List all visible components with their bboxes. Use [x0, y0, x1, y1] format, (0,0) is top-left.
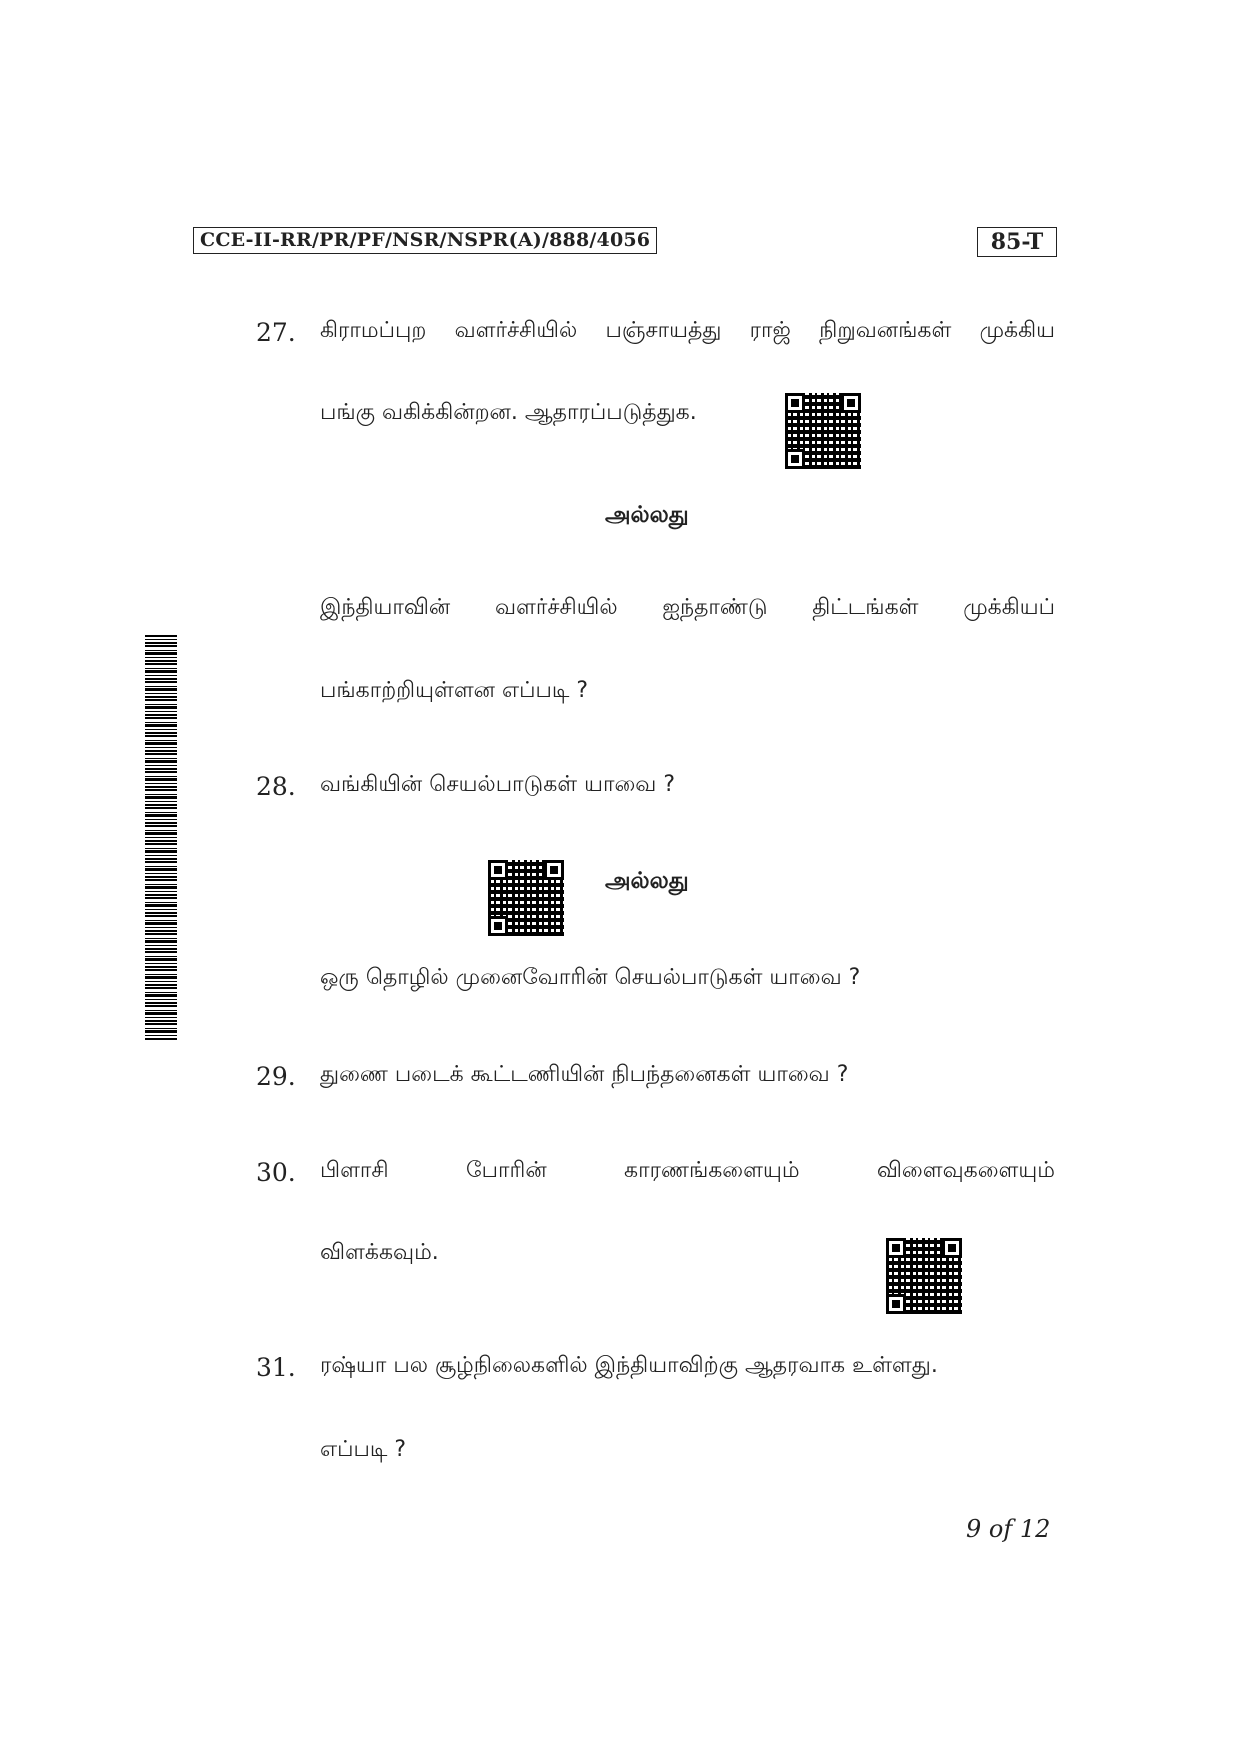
question-29-number: 29. — [256, 1062, 296, 1091]
question-30-number: 30. — [256, 1158, 296, 1187]
question-27-number: 27. — [256, 318, 296, 347]
qr-code-q27 — [785, 393, 861, 469]
word: வளர்ச்சியில் — [454, 318, 578, 343]
word: போரின் — [466, 1158, 547, 1183]
word: ராஜ் — [749, 318, 791, 343]
paper-code: 85-T — [977, 227, 1057, 257]
word: பிளாசி — [320, 1158, 389, 1183]
question-30-line2: விளக்கவும். — [320, 1240, 439, 1265]
word: முக்கியப் — [963, 595, 1055, 620]
word: நிறுவனங்கள் — [819, 318, 952, 343]
word: காரணங்களையும் — [624, 1158, 800, 1183]
word: முக்கிய — [979, 318, 1055, 343]
word: வளர்ச்சியில் — [494, 595, 618, 620]
question-27-line1 — [320, 318, 1055, 346]
word: கிராமப்புற — [320, 318, 427, 343]
question-28-line1: வங்கியின் செயல்பாடுகள் யாவை ? — [320, 772, 676, 797]
question-30-line1 — [320, 1158, 1055, 1186]
side-barcode — [145, 635, 177, 1040]
question-28-number: 28. — [256, 772, 296, 801]
qr-code-q30 — [886, 1238, 962, 1314]
word: இந்தியாவின் — [320, 595, 451, 620]
question-31-line2: எப்படி ? — [320, 1437, 407, 1462]
question-27-alt-line1 — [320, 595, 1055, 623]
word: பஞ்சாயத்து — [605, 318, 722, 343]
word: ஐந்தாண்டு — [662, 595, 768, 620]
question-31-line1: ரஷ்யா பல சூழ்நிலைகளில் இந்தியாவிற்கு ஆதரவாக உள்ளது. — [320, 1353, 938, 1378]
or-separator-q27: அல்லது — [605, 502, 689, 528]
question-28-alt-line1: ஒரு தொழில் முனைவோரின் செயல்பாடுகள் யாவை ? — [320, 965, 861, 990]
word: விளைவுகளையும் — [876, 1158, 1055, 1183]
question-31-number: 31. — [256, 1353, 296, 1382]
question-27-line2: பங்கு வகிக்கின்றன. ஆதாரப்படுத்துக. — [320, 400, 697, 425]
document-code: CCE-II-RR/PR/PF/NSR/NSPR(A)/888/4056 — [193, 227, 657, 254]
question-27-alt-line2: பங்காற்றியுள்ளன எப்படி ? — [320, 678, 589, 703]
question-29-line1: துணை படைக் கூட்டணியின் நிபந்தனைகள் யாவை ? — [320, 1062, 849, 1087]
page-number: 9 of 12 — [966, 1515, 1051, 1543]
qr-code-q28 — [488, 860, 564, 936]
word: திட்டங்கள் — [812, 595, 919, 620]
or-separator-q28: அல்லது — [605, 868, 689, 894]
